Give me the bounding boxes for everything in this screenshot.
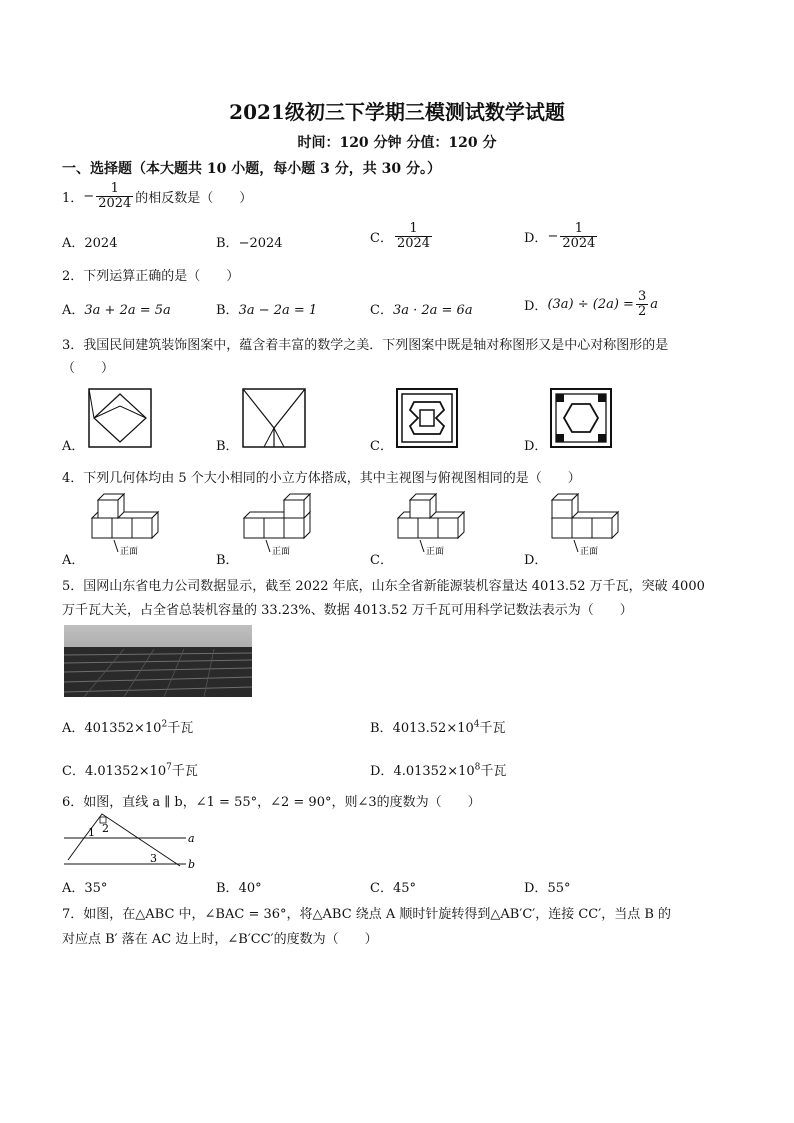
q5-option-a: A．$401352\times 10^2$千瓦: [62, 719, 194, 736]
section-heading: 一、选择题（本大题共 10 小题，每小题 3 分，共 30 分。）: [62, 161, 441, 177]
q2-option-b: B．3a − 2a = 1: [216, 303, 318, 318]
q6-option-c: C．45°: [370, 881, 416, 896]
solar-farm-photo: [64, 625, 252, 697]
q1-option-c: C． $\frac{1}{2024}$: [370, 221, 431, 252]
q2-option-a: A．3a + 2a = 5a: [62, 303, 171, 318]
q4-option-a-label: A．: [62, 553, 85, 568]
q4-solid-b: [240, 492, 320, 557]
q6-option-b: B．40°: [216, 881, 262, 896]
q3-option-c-label: C．: [370, 439, 393, 454]
q5-option-b: B．$4013.52\times 10^4$千瓦: [370, 719, 506, 736]
q1-option-a: A．2024: [62, 236, 118, 251]
q6-option-d: D．55°: [524, 881, 571, 896]
q6-figure: [62, 812, 202, 872]
q3-stem-line2: （ ）: [62, 361, 115, 376]
q6-angle-3: 3: [150, 852, 157, 865]
q5-option-c: C．$4.01352\times 10^7$千瓦: [62, 762, 198, 779]
q4-front-label-a: 正面: [120, 547, 139, 557]
q4-front-label-d: 正面: [580, 547, 599, 557]
q6-line-a: a: [188, 832, 195, 845]
q1-option-d: D． − $\frac{1}{2024}$: [524, 221, 596, 252]
q5-stem-line2: 万千瓦大关，占全省总装机容量的 33.23%、数据 4013.52 万千瓦可用科学记数法表示为（ ）: [62, 603, 633, 618]
q4-front-label-c: 正面: [426, 547, 445, 557]
q3-pattern-a: [88, 388, 152, 448]
q3-pattern-d: [550, 388, 612, 448]
q4-solid-d: [548, 492, 628, 557]
q4-front-label-b: 正面: [272, 547, 291, 557]
q3-pattern-b: [242, 388, 306, 448]
q6-option-a: A．35°: [62, 881, 108, 896]
q1-option-b: B．−2024: [216, 236, 283, 251]
q5-option-d: D．$4.01352\times 10^8$千瓦: [370, 762, 507, 779]
q3-option-d-label: D．: [524, 439, 548, 454]
q1-tail: 的相反数是（ ）: [135, 191, 253, 207]
q4-option-b-label: B．: [216, 553, 239, 568]
q1-sign: −: [83, 189, 95, 205]
exam-title: 2021级初三下学期三模测试数学试题: [229, 100, 565, 124]
q4-option-c-label: C．: [370, 553, 393, 568]
exam-meta: 时间：120 分钟 分值：120 分: [297, 135, 497, 151]
q3-pattern-c: [396, 388, 458, 448]
q6-angle-1: 1: [88, 826, 95, 839]
q3-option-a-label: A．: [62, 439, 85, 454]
q5-stem-line1: 5．国网山东省电力公司数据显示，截至 2022 年底，山东全省新能源装机容量达 4013.52 万千瓦，突破 4000: [62, 579, 705, 594]
q2-option-c: C．3a · 2a = 6a: [370, 303, 473, 318]
q4-solid-c: [394, 490, 474, 557]
q1-stem: [62, 182, 252, 212]
q6-line-b: b: [188, 858, 196, 871]
q2-option-d: D． (3a) ÷ (2a) = $\frac{3}{2}$ a: [524, 289, 658, 320]
q1-fraction: $\frac{1}{2024}$: [98, 181, 132, 212]
q7-stem-line1: 7．如图，在△ABC 中，∠BAC = 36°，将△ABC 绕点 A 顺时针旋转得到△AB′C′，连接 CC′，当点 B 的: [62, 907, 672, 922]
q2-stem: 2．下列运算正确的是（ ）: [62, 269, 240, 284]
q4-solid-a: [86, 492, 166, 557]
q7-stem-line2: 对应点 B′ 落在 AC 边上时，∠B′CC′的度数为（ ）: [62, 932, 378, 947]
q3-stem-line1: 3．我国民间建筑装饰图案中，蕴含着丰富的数学之美．下列图案中既是轴对称图形又是中心对称图形的是: [62, 338, 669, 353]
q6-stem: 6．如图，直线 a ∥ b，∠1 = 55°，∠2 = 90°，则∠3的度数为（ ）: [62, 795, 481, 810]
q4-stem: 4．下列几何体均由 5 个大小相同的小立方体搭成，其中主视图与俯视图相同的是（ ）: [62, 471, 581, 486]
q3-option-b-label: B．: [216, 439, 239, 454]
q4-option-d-label: D．: [524, 553, 548, 568]
q1-number: 1．: [62, 191, 84, 207]
q6-angle-2: 2: [102, 822, 109, 835]
